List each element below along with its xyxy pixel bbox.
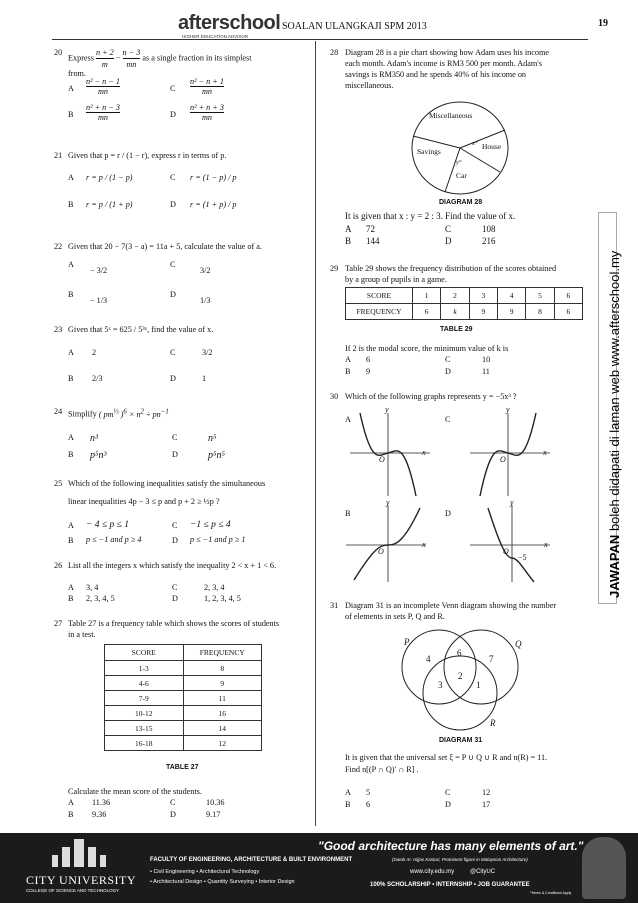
q23-option-a[interactable]: 2 — [92, 348, 97, 357]
page-header-title: SOALAN ULANGKAJI SPM 2013 — [282, 21, 427, 32]
q28-text-line3: savings is RM350 and he spends 40% of his income on — [345, 70, 527, 79]
q21-option-a[interactable]: r = p / (1 − p) — [86, 173, 133, 182]
q21-option-c-letter[interactable]: C — [170, 173, 176, 182]
q20-b-den: mn — [97, 113, 108, 122]
q26-option-a-letter[interactable]: A — [68, 583, 74, 592]
table-27-header-score: SCORE — [105, 645, 184, 661]
table-cell: 9 — [183, 676, 262, 691]
q23-option-d[interactable]: 1 — [202, 374, 207, 383]
q20-option-b[interactable] — [86, 103, 120, 122]
q30-graph-a[interactable] — [350, 408, 440, 498]
q27-number: 27 — [54, 619, 63, 628]
q24-number: 24 — [54, 407, 63, 416]
q29-option-d-letter[interactable]: D — [445, 367, 451, 376]
q22-number: 22 — [54, 242, 63, 251]
q27-prompt: Calculate the mean score of the students. — [68, 787, 202, 796]
q25-text-line1: Which of the following inequalities satisfy the simultaneous — [68, 479, 266, 488]
q20-option-a[interactable] — [86, 77, 120, 96]
q31-option-d-letter[interactable]: D — [445, 800, 451, 809]
footer-programmes-line2: • Architectural Design • Quantity Surveying • Interior Design — [150, 879, 295, 885]
footer-terms: *Terms & Conditions Apply — [530, 891, 572, 895]
venn-region-all: 2 — [458, 671, 463, 681]
q22-option-d-letter[interactable]: D — [170, 290, 176, 299]
q28-option-a[interactable]: 72 — [366, 224, 375, 234]
q20-number: 20 — [54, 48, 63, 57]
table-27-caption: TABLE 27 — [166, 764, 199, 771]
q23-option-a-letter[interactable]: A — [68, 348, 74, 357]
q27-option-c-letter[interactable]: C — [170, 798, 176, 807]
q27-text-line2: in a test. — [68, 630, 96, 639]
q30-option-b-letter[interactable]: B — [345, 509, 351, 518]
q21-option-d-letter[interactable]: D — [170, 200, 176, 209]
table-29 — [345, 287, 583, 320]
side-banner-bold: JAWAPAN — [607, 534, 622, 598]
afterschool-logo: afterschool — [178, 12, 281, 34]
q30-c-origin: O — [500, 455, 506, 464]
footer-quote-author: (Datuk Ar. Hijjas Kasturi, Prominent figure in Malaysian Architecture) — [392, 857, 528, 862]
venn-label-r: R — [490, 718, 496, 728]
venn-region-q-only: 7 — [489, 654, 494, 664]
q28-prompt: It is given that x : y = 2 : 3. Find the value of x. — [345, 211, 516, 221]
q28-text-line4: miscellaneous. — [345, 81, 394, 90]
q28-option-b-letter[interactable]: B — [345, 236, 352, 246]
q28-number: 28 — [330, 48, 339, 57]
q26-option-c[interactable]: 2, 3, 4 — [204, 583, 225, 592]
curve — [354, 508, 420, 580]
table-cell: 2 — [441, 288, 469, 304]
q21-option-b-letter[interactable]: B — [68, 200, 74, 209]
table-cell: 16-18 — [105, 736, 184, 751]
q20-d-den: mn — [201, 113, 212, 122]
q20-text: Express $\frac{n + 2}{m}$ − $\frac{n - 3}{mn}$ as a single fraction in its simplest — [68, 48, 252, 69]
q29-number: 29 — [330, 264, 339, 273]
q20-text-line2: from. — [68, 69, 86, 78]
q29-option-a[interactable]: 6 — [366, 355, 371, 364]
q20-option-b-letter[interactable]: B — [68, 110, 74, 119]
pie-angle-x: x° — [472, 140, 478, 147]
q20-option-c-letter[interactable]: C — [170, 84, 176, 93]
header-rule — [52, 39, 588, 40]
table-cell: 9 — [469, 304, 497, 320]
q22-option-b[interactable]: − 1/3 — [90, 296, 108, 305]
logo-tagline: HIGHER EDUCATION ADVISOR — [182, 34, 249, 39]
page-number: 19 — [598, 18, 608, 29]
table-cell: 10-12 — [105, 706, 184, 721]
venn-region-p-r: 3 — [438, 680, 443, 690]
q22-option-a[interactable]: − 3/2 — [90, 266, 108, 275]
q23-option-c-letter[interactable]: C — [170, 348, 176, 357]
table-cell: 4 — [497, 288, 525, 304]
q31-option-b[interactable]: 6 — [366, 800, 371, 809]
q22-option-c[interactable]: 3/2 — [200, 266, 211, 275]
q20-option-d[interactable] — [190, 103, 224, 122]
diagram-31-caption: DIAGRAM 31 — [439, 737, 483, 744]
table-cell: 6 — [554, 288, 582, 304]
table-cell: 11 — [183, 691, 262, 706]
q24-option-d[interactable]: p⁵n⁵ — [208, 450, 225, 461]
table-27-header-row — [105, 645, 262, 661]
q29-prompt: If 2 is the modal score, the minimum value of k is — [345, 344, 509, 353]
table-cell: FREQUENCY — [346, 304, 413, 320]
q26-option-a[interactable]: 3, 4 — [86, 583, 99, 592]
q24-text-pre: Simplify — [68, 409, 97, 419]
table-cell: 16 — [183, 706, 262, 721]
q23-option-b[interactable]: 2/3 — [92, 374, 103, 383]
q30-b-origin: O — [378, 547, 384, 556]
q30-number: 30 — [330, 392, 339, 401]
q24-option-c-letter[interactable]: C — [172, 433, 178, 442]
table-cell: 1 — [413, 288, 441, 304]
q26-option-d-letter[interactable]: D — [172, 594, 178, 603]
q31-option-d[interactable]: 17 — [482, 800, 491, 809]
table-cell: 1-3 — [105, 661, 184, 676]
q26-option-b-letter[interactable]: B — [68, 594, 74, 603]
footer-university-name: CITY UNIVERSITY — [26, 873, 137, 887]
q28-option-d[interactable]: 216 — [482, 236, 496, 246]
venn-region-q-r: 1 — [476, 680, 481, 690]
q29-option-c[interactable]: 10 — [482, 355, 491, 364]
q30-b-x-label: x — [422, 540, 426, 549]
q26-text: List all the integers x which satisfy the inequality 2 < x + 1 < 6. — [68, 561, 277, 570]
footer-website[interactable]: www.city.edu.my — [410, 869, 455, 875]
q25-option-d-letter[interactable]: D — [172, 536, 178, 545]
venn-label-q: Q — [515, 639, 522, 649]
city-university-skyline-icon — [44, 837, 114, 869]
column-divider — [315, 41, 316, 826]
q20-c-den: mn — [201, 87, 212, 96]
q30-option-d-letter[interactable]: D — [445, 509, 451, 518]
q28-option-a-letter[interactable]: A — [345, 224, 352, 234]
q25-option-a-letter[interactable]: A — [68, 521, 74, 530]
q25-option-b-letter[interactable]: B — [68, 536, 74, 545]
q30-a-origin: O — [379, 455, 385, 464]
q20-option-d-letter[interactable]: D — [170, 110, 176, 119]
q26-option-b[interactable]: 2, 3, 4, 5 — [86, 594, 115, 603]
footer-programmes-line1: • Civil Engineering • Architectural Technology — [150, 869, 260, 875]
q22-option-b-letter[interactable]: B — [68, 290, 74, 299]
q23-option-b-letter[interactable]: B — [68, 374, 74, 383]
q24-text — [68, 406, 169, 420]
q20-option-c[interactable] — [190, 77, 224, 96]
q29-text-line1: Table 29 shows the frequency distribution of the scores obtained — [345, 264, 557, 273]
table-cell: 8 — [183, 661, 262, 676]
q30-d-origin: O — [503, 547, 509, 556]
footer-university-sub: COLLEGE OF SCIENCE AND TECHNOLOGY — [26, 888, 120, 893]
table-row — [105, 736, 262, 751]
q24-option-b-letter[interactable]: B — [68, 450, 74, 459]
q30-a-y-label: y — [385, 405, 389, 414]
side-banner-rest: boleh didapati di laman web www.afterschool.my — [607, 250, 622, 535]
table-cell: 8 — [526, 304, 554, 320]
q27-option-a[interactable]: 11.36 — [92, 798, 111, 807]
q20-text-pre: Express — [68, 53, 94, 63]
q30-d-intercept: −5 — [518, 553, 527, 562]
q24-option-a[interactable]: n³ — [90, 433, 98, 444]
q21-option-a-letter[interactable]: A — [68, 173, 74, 182]
venn-region-p-q: 6 — [457, 648, 462, 658]
q22-text: Given that 20 − 7(3 − a) = 11a + 5, calculate the value of a. — [68, 242, 262, 251]
q29-option-b[interactable]: 9 — [366, 367, 371, 376]
q20-frac-1: $\frac{n + 2}{m}$ — [95, 48, 114, 69]
venn-label-p: P — [404, 637, 410, 647]
q20-a-num: n² − n − 1 — [86, 77, 120, 86]
pie-label-car: Car — [456, 171, 467, 180]
table-29-frequency-row — [346, 304, 583, 320]
table-cell: 12 — [183, 736, 262, 751]
q31-text-line2: of elements in sets P, Q and R. — [345, 612, 445, 621]
q30-option-c-letter[interactable]: C — [445, 415, 451, 424]
q27-text-line1: Table 27 is a frequency table which shows the scores of students — [68, 619, 280, 628]
q23-option-c[interactable]: 3/2 — [202, 348, 213, 357]
q24-expression: ( $pm^{\frac{1}{3}}$ )$^6 \times n^2 \div pn^{-1}$ — [98, 408, 169, 419]
q21-option-c[interactable]: r = (1 − p) / p — [190, 173, 237, 182]
table-cell: 3 — [469, 288, 497, 304]
q21-option-b[interactable]: r = p / (1 + p) — [86, 200, 133, 209]
table-row — [105, 706, 262, 721]
footer-social[interactable]: @CityUC — [470, 869, 496, 875]
q31-option-b-letter[interactable]: B — [345, 800, 351, 809]
q30-c-x-label: x — [543, 448, 547, 457]
q28-option-d-letter[interactable]: D — [445, 236, 452, 246]
q29-option-a-letter[interactable]: A — [345, 355, 351, 364]
pie-label-miscellaneous: Miscellaneous — [429, 111, 473, 120]
q26-number: 26 — [54, 561, 63, 570]
q29-option-b-letter[interactable]: B — [345, 367, 351, 376]
q24-option-c[interactable]: n⁵ — [208, 433, 217, 444]
table-row — [105, 721, 262, 736]
q23-option-d-letter[interactable]: D — [170, 374, 176, 383]
q25-text-line2: linear inequalities 4p − 3 ≤ p and p + 2 ≥ ½p ? — [68, 497, 220, 506]
q26-option-c-letter[interactable]: C — [172, 583, 178, 592]
footer-advertisement[interactable] — [0, 833, 638, 903]
q28-text-line1: Diagram 28 is a pie chart showing how Adam uses his income — [345, 48, 549, 57]
q27-option-b-letter[interactable]: B — [68, 810, 74, 819]
q24-option-d-letter[interactable]: D — [172, 450, 178, 459]
q28-text-line2: each month. Adam's income is RM3 500 per month. Adam's — [345, 59, 542, 68]
table-row — [105, 676, 262, 691]
table-cell: 5 — [526, 288, 554, 304]
q20-option-a-letter[interactable]: A — [68, 84, 74, 93]
pie-divider-house-car — [460, 148, 500, 172]
table-cell: 6 — [554, 304, 582, 320]
table-29-caption: TABLE 29 — [440, 326, 473, 333]
footer-portrait-image — [582, 837, 626, 899]
q27-option-d[interactable]: 9.17 — [206, 810, 221, 819]
table-27-header-frequency: FREQUENCY — [183, 645, 262, 661]
side-banner-text — [607, 208, 622, 598]
q27-option-d-letter[interactable]: D — [170, 810, 176, 819]
q30-option-a-letter[interactable]: A — [345, 415, 351, 424]
q29-option-d[interactable]: 11 — [482, 367, 490, 376]
q25-option-c[interactable]: −1 ≤ p ≤ 4 — [190, 520, 231, 530]
q21-text: Given that p = r / (1 − r), express r in terms of p. — [68, 151, 227, 160]
table-cell: SCORE — [346, 288, 413, 304]
q30-d-x-label: x — [544, 540, 548, 549]
q23-number: 23 — [54, 325, 63, 334]
q31-option-c[interactable]: 12 — [482, 788, 491, 797]
set-r-circle — [423, 656, 497, 730]
q29-option-c-letter[interactable]: C — [445, 355, 451, 364]
table-row — [105, 661, 262, 676]
table-29-score-row — [346, 288, 583, 304]
q30-text: Which of the following graphs represents y = −5x³ ? — [345, 392, 517, 401]
q31-option-c-letter[interactable]: C — [445, 788, 451, 797]
q30-b-y-label: y — [386, 498, 390, 507]
table-row — [105, 691, 262, 706]
table-cell: 7-9 — [105, 691, 184, 706]
q30-a-x-label: x — [422, 448, 426, 457]
footer-faculty: FACULTY OF ENGINEERING, ARCHITECTURE & BUILT ENVIRONMENT — [150, 857, 353, 863]
q31-text-line1: Diagram 31 is an incomplete Venn diagram showing the number — [345, 601, 557, 610]
q20-b-num: n² + n − 3 — [86, 103, 120, 112]
q25-option-d[interactable]: p ≤ −1 and p ≥ 1 — [190, 535, 246, 544]
pie-label-house: House — [482, 142, 502, 151]
q22-option-c-letter[interactable]: C — [170, 260, 176, 269]
table-27 — [104, 644, 262, 751]
set-p-circle — [402, 630, 476, 704]
pie-label-savings: Savings — [417, 147, 441, 156]
q22-option-d[interactable]: 1/3 — [200, 296, 211, 305]
q31-option-a[interactable]: 5 — [366, 788, 371, 797]
q30-d-y-label: y — [510, 498, 514, 507]
q21-number: 21 — [54, 151, 63, 160]
q20-text-post: as a single fraction in its simplest — [142, 53, 252, 63]
pie-angle-y: y° — [456, 159, 462, 166]
q25-option-c-letter[interactable]: C — [172, 521, 178, 530]
q25-number: 25 — [54, 479, 63, 488]
q30-c-y-label: y — [506, 405, 510, 414]
q31-prompt-line1: It is given that the universal set ξ = P ∪ Q ∪ R and n(R) = 11. — [345, 753, 548, 762]
q23-text: Given that 5ˣ = 625 / 5³ˣ, find the value of x. — [68, 325, 214, 334]
q28-option-c-letter[interactable]: C — [445, 224, 452, 234]
q25-option-b[interactable]: p ≤ −1 and p ≥ 4 — [86, 535, 142, 544]
q25-option-a[interactable]: − 4 ≤ p ≤ 1 — [86, 520, 129, 530]
q28-option-c[interactable]: 108 — [482, 224, 496, 234]
q31-option-a-letter[interactable]: A — [345, 788, 351, 797]
q24-option-a-letter[interactable]: A — [68, 433, 74, 442]
table-cell: 4-6 — [105, 676, 184, 691]
q31-prompt-line2: Find n[(P ∩ Q)′ ∩ R] . — [345, 765, 419, 774]
q27-option-b[interactable]: 9.36 — [92, 810, 107, 819]
q28-option-b[interactable]: 144 — [366, 236, 380, 246]
footer-scholarship: 100% SCHOLARSHIP • INTERNSHIP • JOB GUARANTEE — [370, 882, 530, 888]
footer-quote: "Good architecture has many elements of art." — [318, 839, 584, 853]
q27-option-c[interactable]: 10.36 — [206, 798, 225, 807]
q20-frac-2: $\frac{n - 3}{mn}$ — [122, 48, 141, 69]
q31-number: 31 — [330, 601, 339, 610]
q27-option-a-letter[interactable]: A — [68, 798, 74, 807]
pie-divider-savings-car — [445, 148, 460, 192]
q20-c-num: n² − n + 1 — [190, 77, 224, 86]
table-cell: 14 — [183, 721, 262, 736]
set-q-circle — [444, 630, 518, 704]
q24-option-b[interactable]: p⁵n³ — [90, 450, 107, 461]
diagram-28-caption: DIAGRAM 28 — [439, 199, 483, 206]
table-cell: k — [441, 304, 469, 320]
venn-region-p-only: 4 — [426, 654, 431, 664]
q29-text-line2: by a group of pupils in a game. — [345, 275, 447, 284]
q22-option-a-letter[interactable]: A — [68, 260, 74, 269]
q20-a-den: mn — [97, 87, 108, 96]
q20-d-num: n² + n + 3 — [190, 103, 224, 112]
table-cell: 9 — [497, 304, 525, 320]
table-cell: 6 — [413, 304, 441, 320]
table-cell: 13-15 — [105, 721, 184, 736]
q26-option-d[interactable]: 1, 2, 3, 4, 5 — [204, 594, 241, 603]
q21-option-d[interactable]: r = (1 + p) / p — [190, 200, 237, 209]
